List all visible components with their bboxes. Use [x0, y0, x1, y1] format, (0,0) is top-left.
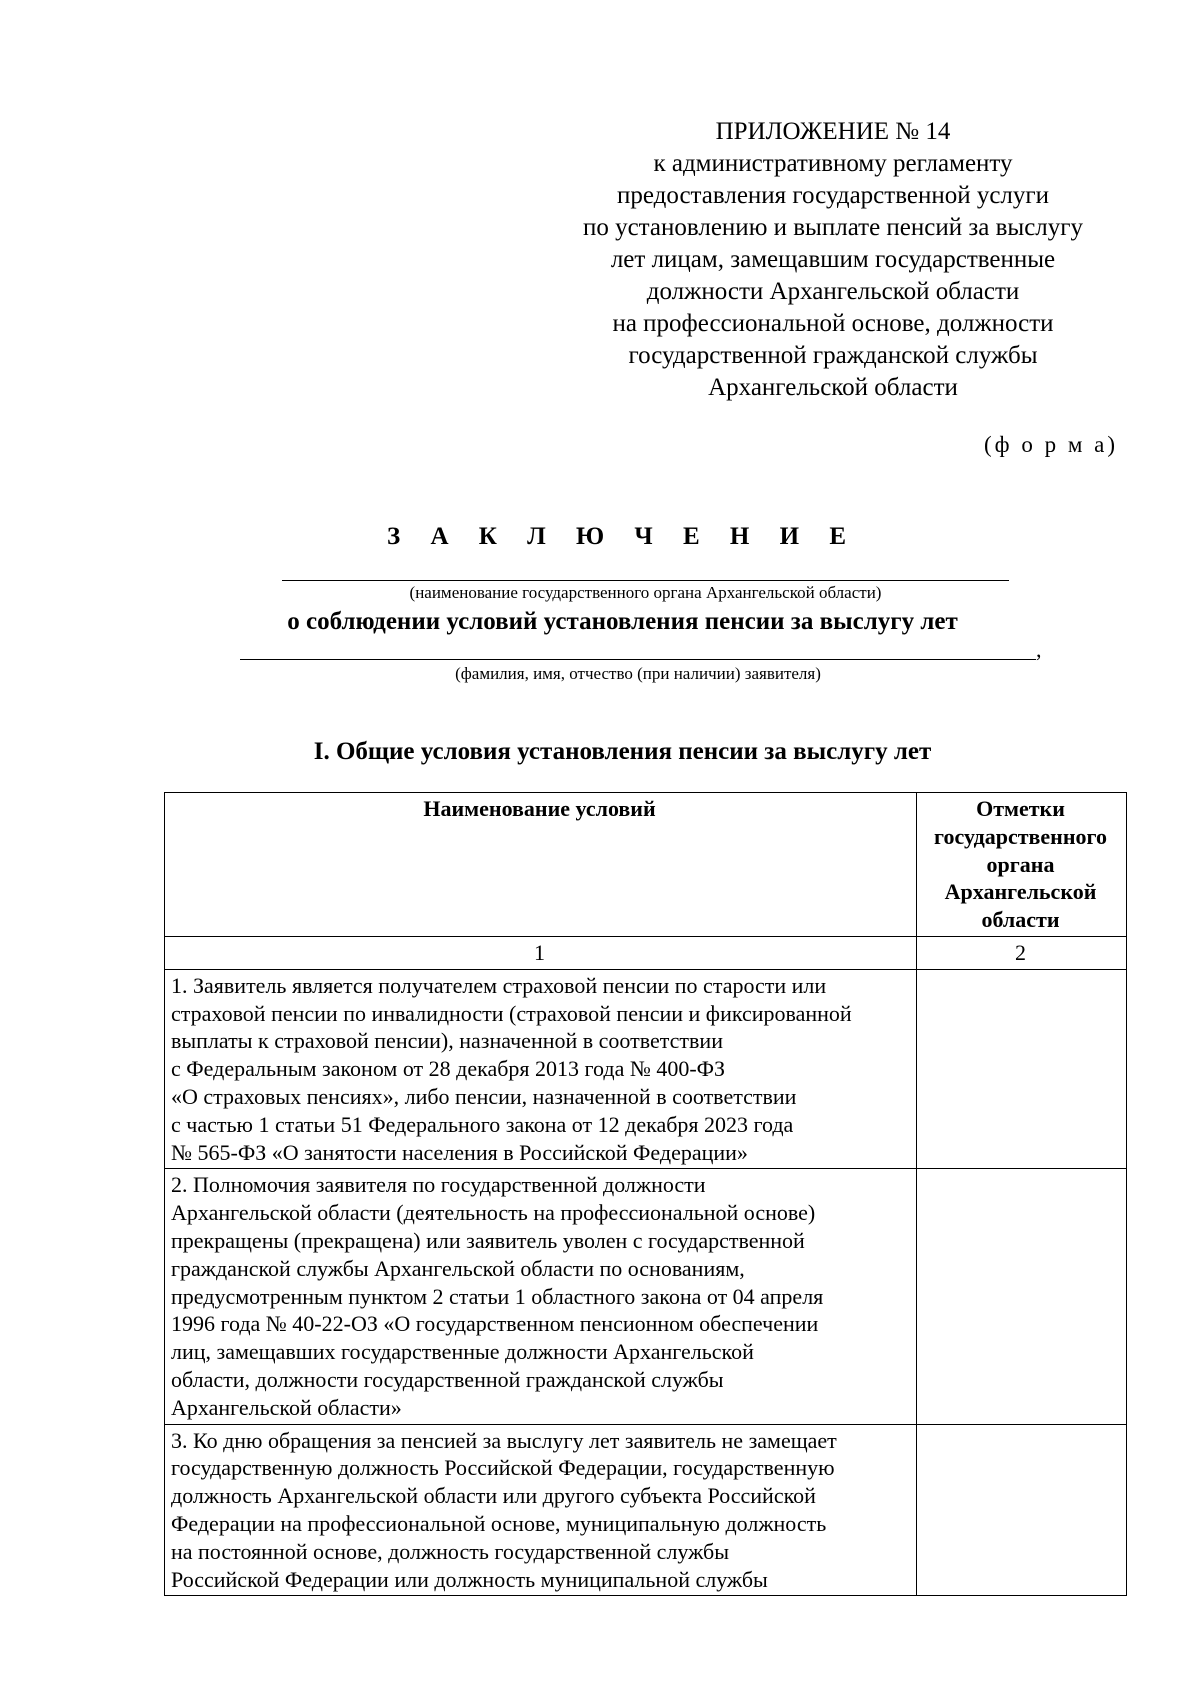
appendix-line: предоставления государственной услуги	[616, 182, 1050, 209]
appendix-line: лет лицам, замещавшим государственные	[610, 246, 1056, 273]
condition-text: 1. Заявитель является получателем страховой пенсии по старости или страховой пенсии по инвалидности (страховой пенсии и фиксированной выплаты к страховой пенсии), назначенной в соответствии с Федеральным законом от 28 декабря 2013 года № 400-ФЗ «О страховых пенсиях», либо пенсии, назначенной в соответствии с частью 1 статьи 51 Федерального закона от 12 декабря 2023 года № 565-ФЗ «О занятости населения в Российской Федерации»	[165, 969, 917, 1169]
section-heading: I. Общие условия установления пенсии за выслугу лет	[313, 738, 932, 765]
organ-name-line	[282, 580, 1009, 581]
table-row	[165, 969, 1127, 1169]
appendix-line: должности Архангельской области	[646, 278, 1020, 305]
appendix-line: ПРИЛОЖЕНИЕ № 14	[715, 118, 951, 145]
table-header-row	[165, 793, 1127, 937]
column-number-row	[165, 936, 1127, 969]
mark-cell[interactable]	[917, 1424, 1127, 1596]
mark-cell[interactable]	[917, 1169, 1127, 1424]
header-marks: Отметки государственного органа Архангельской области	[917, 793, 1127, 937]
appendix-line: Архангельской области	[708, 374, 958, 401]
header-conditions: Наименование условий	[165, 793, 917, 937]
appendix-line: на профессиональной основе, должности	[612, 310, 1054, 337]
organ-name-caption: (наименование государственного органа Архангельской области)	[409, 583, 882, 602]
document-subtitle: о соблюдении условий установления пенсии за выслугу лет	[287, 608, 958, 635]
document-title: З А К Л Ю Ч Е Н И Е	[387, 523, 858, 550]
table-row	[165, 1424, 1127, 1596]
applicant-name-line	[240, 659, 1036, 660]
column-number: 1	[165, 936, 917, 969]
appendix-line: по установлению и выплате пенсий за выслугу	[582, 214, 1084, 241]
form-label: (ф о р м а)	[984, 432, 1118, 457]
appendix-line: к административному регламенту	[653, 150, 1013, 177]
appendix-header	[548, 116, 1118, 404]
applicant-comma: ,	[1036, 637, 1042, 662]
column-number: 2	[917, 936, 1127, 969]
applicant-name-caption: (фамилия, имя, отчество (при наличии) заявителя)	[455, 664, 821, 683]
table-row	[165, 1169, 1127, 1424]
condition-text: 3. Ко дню обращения за пенсией за выслугу лет заявитель не замещает государственную должность Российской Федерации, государственную должность Архангельской области или другого субъекта Российской Федерации на профессиональной основе, муниципальную должность на постоянной основе, должность государственной службы Российской Федерации или должность муниципальной службы	[165, 1424, 917, 1596]
conditions-table	[164, 792, 1127, 1596]
appendix-line: государственной гражданской службы	[628, 342, 1038, 369]
condition-text: 2. Полномочия заявителя по государственной должности Архангельской области (деятельность на профессиональной основе) прекращены (прекращена) или заявитель уволен с государственной гражданской службы Архангельской области по основаниям, предусмотренным пунктом 2 статьи 1 областного закона от 04 апреля 1996 года № 40-22-ОЗ «О государственном пенсионном обеспечении лиц, замещавших государственные должности Архангельской области, должности государственной гражданской службы Архангельской области»	[165, 1169, 917, 1424]
mark-cell[interactable]	[917, 969, 1127, 1169]
